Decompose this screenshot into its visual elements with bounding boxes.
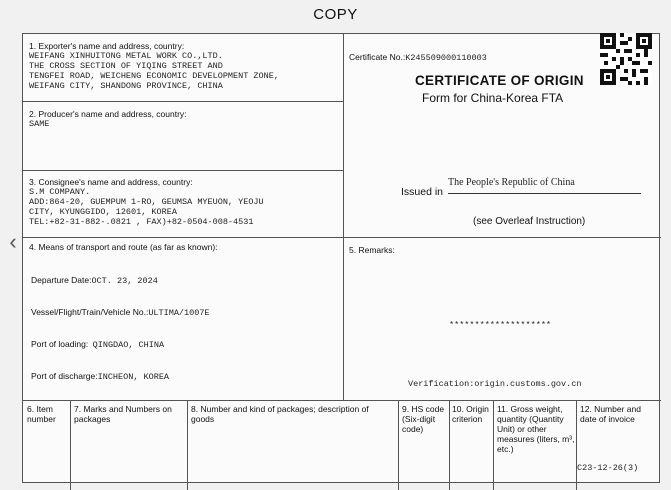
overleaf-instruction: (see Overleaf Instruction) [473, 216, 586, 227]
producer-box [29, 109, 339, 129]
discharge-value: INCHEON, KOREA [97, 372, 170, 382]
header-origin-criterion: 10. Origin criterion [452, 404, 489, 424]
consignee-line: CITY, KYUNGGIDO, 12601, KOREA [29, 207, 177, 217]
discharge-label: Port of discharge: [31, 371, 98, 381]
certificate-title: CERTIFICATE OF ORIGIN [415, 73, 584, 88]
exporter-box [29, 41, 339, 91]
transport-box [29, 242, 339, 252]
departure-date [31, 270, 158, 288]
producer-value: SAME [29, 119, 50, 129]
exporter-label: 1. Exporter's name and address, country: [29, 41, 185, 51]
qr-code-icon [600, 33, 652, 85]
consignee-line: ADD:864-20, GUEMPUM 1-RO, GEUMSA MYEUON, YEOJU [29, 197, 264, 207]
producer-label: 2. Producer's name and address, country: [29, 109, 187, 119]
exporter-line: WEIFANG CITY, SHANDONG PROVINCE, CHINA [29, 81, 223, 91]
consignee-box [29, 177, 339, 227]
header-gross-weight: 11. Gross weight, quantity (Quantity Unit) or other measures (liters, m³, etc.) [497, 404, 575, 454]
loading-value: QINGDAO, CHINA [92, 340, 165, 350]
consignee-label: 3. Consignee's name and address, country: [29, 177, 193, 187]
loading-label: Port of loading: [31, 339, 89, 349]
invoice-number: C23-12-26(3) [577, 463, 639, 473]
exporter-line: WEIFANG XINHUITONG METAL WORK CO.,LTD. [29, 51, 223, 61]
certificate-number-value: K245509000110003 [405, 53, 487, 63]
issued-value: The People's Republic of China [448, 177, 575, 188]
certificate-subtitle: Form for China-Korea FTA [422, 91, 564, 105]
header-invoice: 12. Number and date of invoice [580, 404, 641, 424]
port-of-loading [31, 334, 164, 352]
vessel-number [31, 302, 210, 320]
header-marks-numbers: 7. Marks and Numbers on packages [74, 404, 172, 424]
exporter-line: THE CROSS SECTION OF YIQING STREET AND [29, 61, 223, 71]
chevron-left-icon: ‹ [9, 229, 17, 254]
issued-underline [448, 193, 641, 194]
issued-in [401, 177, 641, 200]
verification-url[interactable]: Verification:origin.customs.gov.cn [408, 379, 582, 389]
certificate-number-label: Certificate No.: [349, 52, 406, 62]
departure-label: Departure Date: [31, 275, 92, 285]
transport-label: 4. Means of transport and route (as far as known): [29, 242, 218, 252]
header-hs-code: 9. HS code (Six-digit code) [402, 404, 445, 434]
header-item-number: 6. Item number [27, 404, 56, 424]
consignee-line: S.M COMPANY. [29, 187, 91, 197]
vessel-value: ULTIMA/1007E [148, 308, 210, 318]
header-packages-description: 8. Number and kind of packages; description of goods [191, 404, 369, 424]
certificate-document [22, 33, 660, 483]
exporter-line: TENGFEI ROAD, WEICHENG ECONOMIC DEVELOPMENT ZONE, [29, 71, 279, 81]
issued-label: Issued in [401, 186, 444, 198]
vessel-label: Vessel/Flight/Train/Vehicle No.: [31, 307, 149, 317]
port-of-discharge [31, 366, 169, 384]
consignee-line: TEL:+82-31-882-.0821 , FAX)+82-0504-008-4531 [29, 217, 254, 227]
certificate-number [349, 47, 487, 65]
remarks-label: 5. Remarks: [349, 245, 395, 255]
departure-value: OCT. 23, 2024 [91, 276, 158, 286]
remarks-stars: ******************** [449, 320, 552, 330]
copy-label: COPY [313, 6, 358, 23]
